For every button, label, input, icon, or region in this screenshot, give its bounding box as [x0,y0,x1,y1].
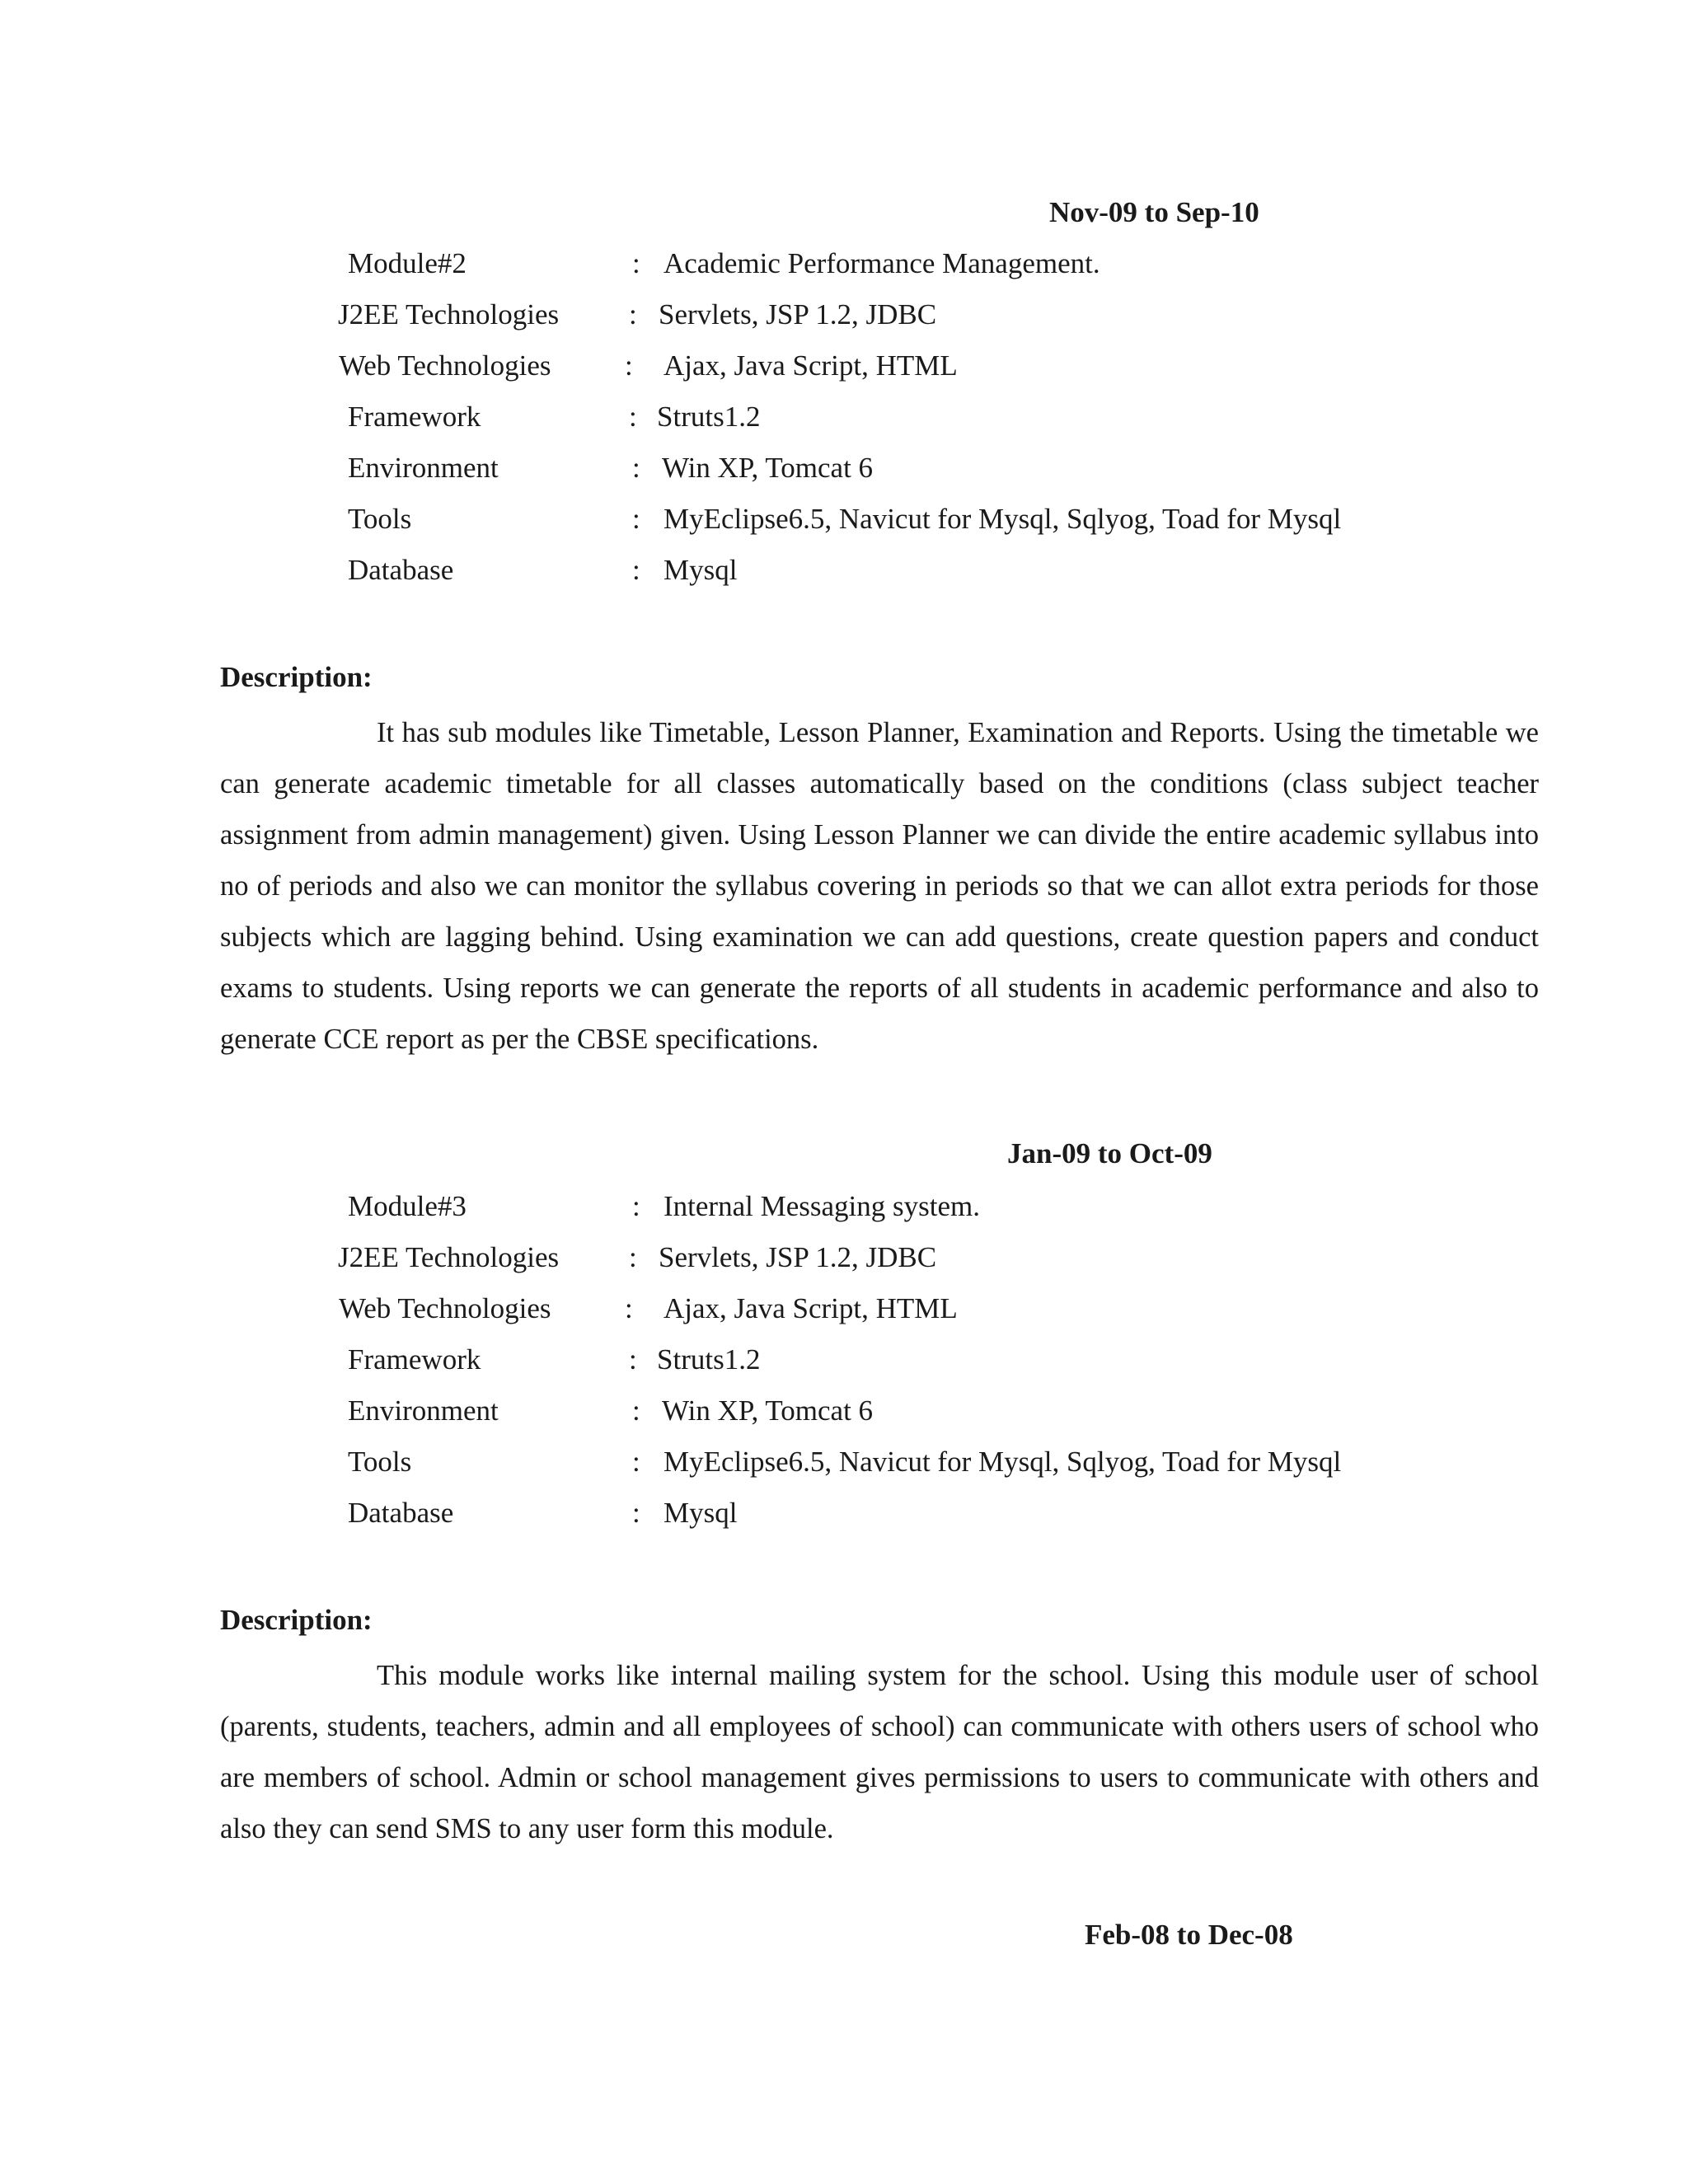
spec-colon: : [629,401,637,433]
spec-row [0,503,1688,554]
spec-value: Win XP, Tomcat 6 [662,1394,874,1427]
spec-value: Win XP, Tomcat 6 [662,452,874,484]
spec-row [0,1292,1688,1343]
spec-label: J2EE Technologies [338,1241,560,1273]
spec-row [0,1190,1688,1241]
spec-value: Academic Performance Management. [663,247,1100,279]
spec-table-module-3 [0,1190,1688,1548]
spec-label: J2EE Technologies [338,298,560,330]
date-range-module-3: Jan-09 to Oct-09 [1007,1137,1212,1169]
spec-label: Tools [348,503,412,535]
spec-label: Module#2 [348,247,467,279]
spec-label: Database [348,554,454,586]
spec-row [0,247,1688,298]
spec-colon: : [632,1394,640,1427]
description-text: This module works like internal mailing system for the school. Using this module user of school (parents, students, teachers, admin and all employees of school) can communicate with others users of school who are members of school. Admin or school management gives permissions to users to communicate with others and also they can send SMS to any user form this module. [220,1660,1539,1844]
spec-colon: : [629,298,637,330]
spec-colon: : [632,452,640,484]
spec-colon: : [625,349,633,382]
spec-value: Servlets, JSP 1.2, JDBC [659,298,937,330]
spec-row [0,452,1688,503]
description-text: It has sub modules like Timetable, Lesson Planner, Examination and Reports. Using the timetable we can generate academic timetable for all classes automatically based on the conditions (class subject teacher assignment from admin management) given. Using Lesson Planner we can divide the entire academic syllabus into no of periods and also we can monitor the syllabus covering in periods so that we can allot extra periods for those subjects which are lagging behind. Using examination we can add questions, create question papers and conduct exams to students. Using reports we can generate the reports of all students in academic performance and also to generate CCE report as per the CBSE specifications. [220,717,1539,1055]
spec-label: Web Technologies [339,1292,551,1324]
spec-value: Mysql [663,554,738,586]
spec-colon: : [632,503,640,535]
spec-label: Web Technologies [339,349,551,382]
spec-value: MyEclipse6.5, Navicut for Mysql, Sqlyog, Toad for Mysql [663,1446,1342,1478]
spec-row [0,349,1688,401]
spec-row [0,554,1688,605]
spec-value: Ajax, Java Script, HTML [663,349,958,382]
spec-colon: : [629,1241,637,1273]
spec-colon: : [632,247,640,279]
spec-label: Environment [348,452,499,484]
spec-row [0,1241,1688,1292]
spec-colon: : [625,1292,633,1324]
spec-row [0,401,1688,452]
spec-colon: : [632,1190,640,1222]
spec-value: Struts1.2 [657,401,761,433]
spec-row [0,1497,1688,1548]
date-range-module-2: Nov-09 to Sep-10 [1049,196,1259,228]
spec-value: Mysql [663,1497,738,1529]
spec-value: Ajax, Java Script, HTML [663,1292,958,1324]
spec-label: Tools [348,1446,412,1478]
spec-value: Internal Messaging system. [663,1190,980,1222]
spec-row [0,1446,1688,1497]
spec-label: Framework [348,401,481,433]
spec-colon: : [632,554,640,586]
spec-table-module-2 [0,247,1688,605]
spec-label: Environment [348,1394,499,1427]
spec-row [0,298,1688,349]
spec-label: Module#3 [348,1190,467,1222]
spec-label: Database [348,1497,454,1529]
spec-colon: : [629,1343,637,1376]
date-range-next-module: Feb-08 to Dec-08 [1085,1919,1293,1951]
description-heading: Description: [220,661,373,693]
spec-colon: : [632,1446,640,1478]
spec-value: Servlets, JSP 1.2, JDBC [659,1241,937,1273]
description-heading: Description: [220,1604,373,1636]
spec-label: Framework [348,1343,481,1376]
spec-value: MyEclipse6.5, Navicut for Mysql, Sqlyog, Toad for Mysql [663,503,1342,535]
spec-row [0,1343,1688,1394]
spec-row [0,1394,1688,1446]
spec-value: Struts1.2 [657,1343,761,1376]
spec-colon: : [632,1497,640,1529]
